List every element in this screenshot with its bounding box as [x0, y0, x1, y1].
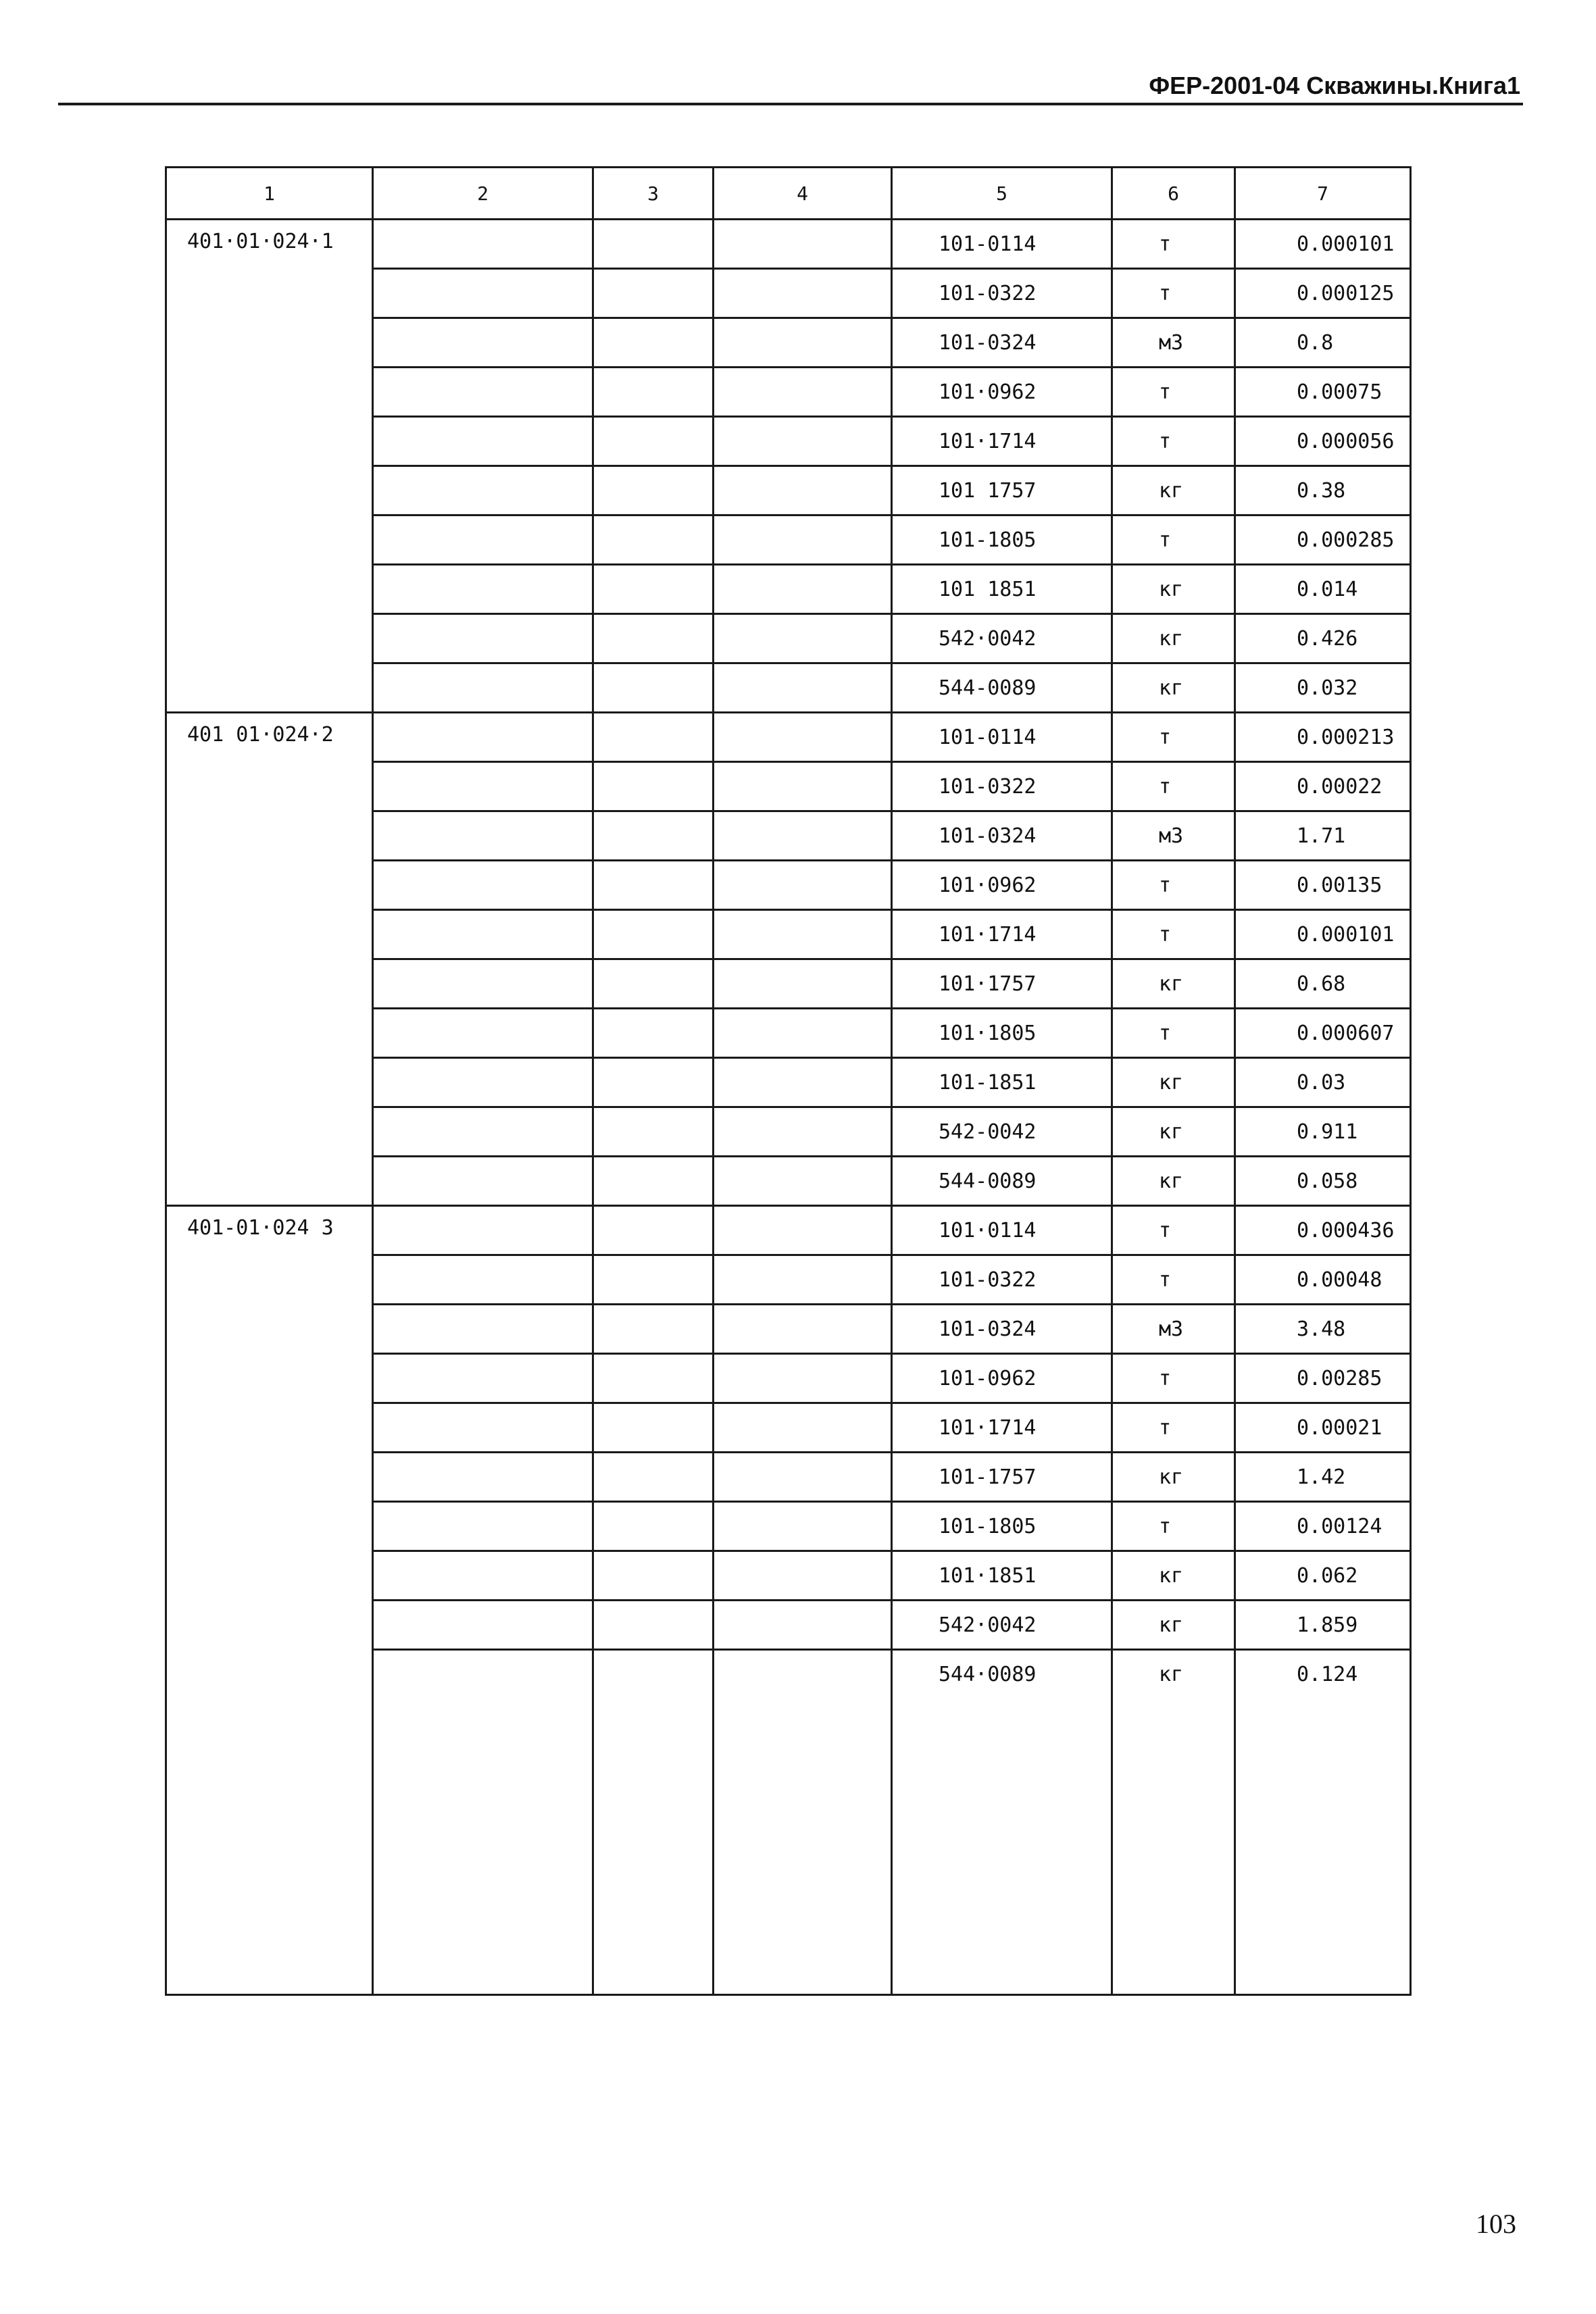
- quantity-cell: 0.00075: [1235, 368, 1411, 417]
- column-header: 4: [714, 168, 892, 220]
- unit-cell: т: [1112, 1206, 1235, 1255]
- empty-cell: [714, 1403, 892, 1453]
- unit-cell: кг: [1112, 1107, 1235, 1157]
- quantity-cell: 0.8: [1235, 318, 1411, 368]
- empty-cell: [373, 318, 593, 368]
- unit-cell: кг: [1112, 1157, 1235, 1206]
- unit-cell: т: [1112, 1009, 1235, 1058]
- empty-cell: [593, 1403, 714, 1453]
- empty-cell: [714, 1009, 892, 1058]
- empty-cell: [373, 565, 593, 614]
- empty-cell: [714, 1551, 892, 1601]
- quantity-cell: 0.000607: [1235, 1009, 1411, 1058]
- empty-cell: [373, 1551, 593, 1601]
- column-header: 5: [892, 168, 1112, 220]
- empty-cell: [714, 959, 892, 1009]
- empty-cell: [714, 1650, 892, 1995]
- quantity-cell: 0.000125: [1235, 269, 1411, 318]
- unit-cell: т: [1112, 1403, 1235, 1453]
- resource-code-cell: 101·0114: [892, 1206, 1112, 1255]
- empty-cell: [593, 220, 714, 269]
- unit-cell: м3: [1112, 1305, 1235, 1354]
- empty-cell: [714, 1453, 892, 1502]
- quantity-cell: 0.426: [1235, 614, 1411, 663]
- empty-cell: [593, 1354, 714, 1403]
- empty-cell: [373, 1255, 593, 1305]
- empty-cell: [593, 614, 714, 663]
- quantity-cell: 0.00124: [1235, 1502, 1411, 1551]
- quantity-cell: 1.71: [1235, 811, 1411, 861]
- resource-code-cell: 101·0962: [892, 368, 1112, 417]
- empty-cell: [373, 220, 593, 269]
- empty-cell: [714, 368, 892, 417]
- empty-cell: [373, 1305, 593, 1354]
- table-header-row: [166, 168, 1411, 220]
- quantity-cell: 0.014: [1235, 565, 1411, 614]
- unit-cell: м3: [1112, 811, 1235, 861]
- empty-cell: [373, 1650, 593, 1995]
- resource-code-cell: 101-0322: [892, 269, 1112, 318]
- empty-cell: [714, 1601, 892, 1650]
- empty-cell: [714, 1206, 892, 1255]
- empty-cell: [373, 1157, 593, 1206]
- empty-cell: [373, 811, 593, 861]
- empty-cell: [373, 614, 593, 663]
- quantity-cell: 0.032: [1235, 663, 1411, 713]
- resource-code-cell: 542-0042: [892, 1107, 1112, 1157]
- empty-cell: [593, 1206, 714, 1255]
- column-header: 6: [1112, 168, 1235, 220]
- empty-cell: [593, 1551, 714, 1601]
- empty-cell: [593, 1058, 714, 1107]
- empty-cell: [373, 515, 593, 565]
- quantity-cell: 0.000213: [1235, 713, 1411, 762]
- unit-cell: т: [1112, 515, 1235, 565]
- unit-cell: т: [1112, 417, 1235, 466]
- resource-code-cell: 544·0089: [892, 1650, 1112, 1995]
- empty-cell: [373, 959, 593, 1009]
- column-header: 7: [1235, 168, 1411, 220]
- unit-cell: кг: [1112, 1453, 1235, 1502]
- unit-cell: кг: [1112, 1551, 1235, 1601]
- quantity-cell: 0.000285: [1235, 515, 1411, 565]
- unit-cell: м3: [1112, 318, 1235, 368]
- quantity-cell: 0.000436: [1235, 1206, 1411, 1255]
- empty-cell: [593, 910, 714, 959]
- quantity-cell: 0.68: [1235, 959, 1411, 1009]
- resource-code-cell: 101-1805: [892, 1502, 1112, 1551]
- empty-cell: [714, 466, 892, 515]
- resource-code-cell: 101·1714: [892, 1403, 1112, 1453]
- unit-cell: т: [1112, 910, 1235, 959]
- empty-cell: [373, 1453, 593, 1502]
- quantity-cell: 0.00022: [1235, 762, 1411, 811]
- quantity-cell: 0.03: [1235, 1058, 1411, 1107]
- empty-cell: [593, 269, 714, 318]
- unit-cell: т: [1112, 1502, 1235, 1551]
- empty-cell: [714, 1305, 892, 1354]
- empty-cell: [593, 713, 714, 762]
- quantity-cell: 0.38: [1235, 466, 1411, 515]
- empty-cell: [593, 318, 714, 368]
- resource-code-cell: 101-0322: [892, 762, 1112, 811]
- empty-cell: [373, 861, 593, 910]
- quantity-cell: 0.000101: [1235, 220, 1411, 269]
- empty-cell: [373, 1107, 593, 1157]
- empty-cell: [593, 959, 714, 1009]
- table-body: [166, 168, 1411, 1995]
- empty-cell: [593, 1305, 714, 1354]
- unit-cell: кг: [1112, 663, 1235, 713]
- table-row: [166, 1206, 1411, 1255]
- empty-cell: [373, 269, 593, 318]
- empty-cell: [714, 614, 892, 663]
- page-header: [58, 68, 1523, 105]
- empty-cell: [593, 762, 714, 811]
- empty-cell: [714, 1354, 892, 1403]
- resource-code-cell: 544-0089: [892, 1157, 1112, 1206]
- empty-cell: [714, 220, 892, 269]
- empty-cell: [714, 1255, 892, 1305]
- price-code-cell: 401-01·024 3: [166, 1206, 373, 1995]
- empty-cell: [373, 368, 593, 417]
- empty-cell: [373, 1403, 593, 1453]
- empty-cell: [714, 269, 892, 318]
- unit-cell: кг: [1112, 614, 1235, 663]
- empty-cell: [373, 1206, 593, 1255]
- empty-cell: [593, 1255, 714, 1305]
- empty-cell: [593, 1009, 714, 1058]
- page-number: 103: [1476, 2209, 1516, 2239]
- resource-code-cell: 101-1805: [892, 515, 1112, 565]
- column-header: 2: [373, 168, 593, 220]
- resource-code-cell: 101-0114: [892, 713, 1112, 762]
- empty-cell: [714, 1058, 892, 1107]
- empty-cell: [593, 1502, 714, 1551]
- resource-code-cell: 101·0962: [892, 861, 1112, 910]
- resource-table: [165, 166, 1412, 1996]
- empty-cell: [714, 910, 892, 959]
- quantity-cell: 0.00048: [1235, 1255, 1411, 1305]
- empty-cell: [593, 861, 714, 910]
- column-header: 3: [593, 168, 714, 220]
- empty-cell: [714, 318, 892, 368]
- empty-cell: [593, 565, 714, 614]
- resource-code-cell: 101-1851: [892, 1058, 1112, 1107]
- empty-cell: [714, 861, 892, 910]
- unit-cell: т: [1112, 861, 1235, 910]
- unit-cell: кг: [1112, 1058, 1235, 1107]
- empty-cell: [593, 663, 714, 713]
- quantity-cell: 0.062: [1235, 1551, 1411, 1601]
- unit-cell: т: [1112, 1354, 1235, 1403]
- empty-cell: [373, 466, 593, 515]
- quantity-cell: 0.000056: [1235, 417, 1411, 466]
- resource-code-cell: 101-0322: [892, 1255, 1112, 1305]
- resource-code-cell: 542·0042: [892, 614, 1112, 663]
- resource-code-cell: 101 1757: [892, 466, 1112, 515]
- unit-cell: кг: [1112, 1650, 1235, 1995]
- unit-cell: кг: [1112, 466, 1235, 515]
- empty-cell: [714, 1157, 892, 1206]
- unit-cell: кг: [1112, 1601, 1235, 1650]
- empty-cell: [714, 663, 892, 713]
- quantity-cell: 0.058: [1235, 1157, 1411, 1206]
- unit-cell: т: [1112, 269, 1235, 318]
- empty-cell: [373, 910, 593, 959]
- quantity-cell: 0.00135: [1235, 861, 1411, 910]
- price-code-cell: 401·01·024·1: [166, 220, 373, 713]
- empty-cell: [373, 1601, 593, 1650]
- unit-cell: т: [1112, 220, 1235, 269]
- empty-cell: [714, 1502, 892, 1551]
- document-title: ФЕР-2001-04 Скважины.Книга1: [1149, 72, 1520, 99]
- empty-cell: [593, 368, 714, 417]
- resource-code-cell: 101·1805: [892, 1009, 1112, 1058]
- resource-code-cell: 101-0324: [892, 318, 1112, 368]
- empty-cell: [714, 713, 892, 762]
- resource-code-cell: 542·0042: [892, 1601, 1112, 1650]
- table-row: [166, 713, 1411, 762]
- quantity-cell: 0.911: [1235, 1107, 1411, 1157]
- resource-code-cell: 101-0324: [892, 811, 1112, 861]
- unit-cell: кг: [1112, 959, 1235, 1009]
- empty-cell: [373, 417, 593, 466]
- empty-cell: [714, 515, 892, 565]
- quantity-cell: 0.000101: [1235, 910, 1411, 959]
- empty-cell: [593, 1157, 714, 1206]
- resource-code-cell: 101·1757: [892, 959, 1112, 1009]
- empty-cell: [714, 762, 892, 811]
- empty-cell: [373, 1058, 593, 1107]
- empty-cell: [373, 762, 593, 811]
- quantity-cell: 0.124: [1235, 1650, 1411, 1995]
- resource-code-cell: 101·1714: [892, 910, 1112, 959]
- unit-cell: т: [1112, 1255, 1235, 1305]
- unit-cell: т: [1112, 368, 1235, 417]
- empty-cell: [593, 417, 714, 466]
- unit-cell: кг: [1112, 565, 1235, 614]
- quantity-cell: 0.00285: [1235, 1354, 1411, 1403]
- quantity-cell: 0.00021: [1235, 1403, 1411, 1453]
- empty-cell: [593, 1453, 714, 1502]
- resource-code-cell: 101·1714: [892, 417, 1112, 466]
- column-header: 1: [166, 168, 373, 220]
- empty-cell: [373, 1354, 593, 1403]
- empty-cell: [373, 1502, 593, 1551]
- empty-cell: [593, 515, 714, 565]
- empty-cell: [593, 1601, 714, 1650]
- empty-cell: [714, 1107, 892, 1157]
- resource-code-cell: 101-0114: [892, 220, 1112, 269]
- quantity-cell: 1.42: [1235, 1453, 1411, 1502]
- resource-code-cell: 101-1757: [892, 1453, 1112, 1502]
- empty-cell: [373, 713, 593, 762]
- quantity-cell: 1.859: [1235, 1601, 1411, 1650]
- table-row: [166, 220, 1411, 269]
- empty-cell: [593, 811, 714, 861]
- unit-cell: т: [1112, 713, 1235, 762]
- price-code-cell: 401 01·024·2: [166, 713, 373, 1206]
- resource-code-cell: 544-0089: [892, 663, 1112, 713]
- resource-code-cell: 101-0324: [892, 1305, 1112, 1354]
- quantity-cell: 3.48: [1235, 1305, 1411, 1354]
- resource-code-cell: 101·1851: [892, 1551, 1112, 1601]
- empty-cell: [373, 663, 593, 713]
- resource-code-cell: 101 1851: [892, 565, 1112, 614]
- empty-cell: [714, 811, 892, 861]
- empty-cell: [373, 1009, 593, 1058]
- unit-cell: т: [1112, 762, 1235, 811]
- empty-cell: [714, 417, 892, 466]
- resource-code-cell: 101-0962: [892, 1354, 1112, 1403]
- empty-cell: [593, 466, 714, 515]
- empty-cell: [593, 1107, 714, 1157]
- empty-cell: [593, 1650, 714, 1995]
- empty-cell: [714, 565, 892, 614]
